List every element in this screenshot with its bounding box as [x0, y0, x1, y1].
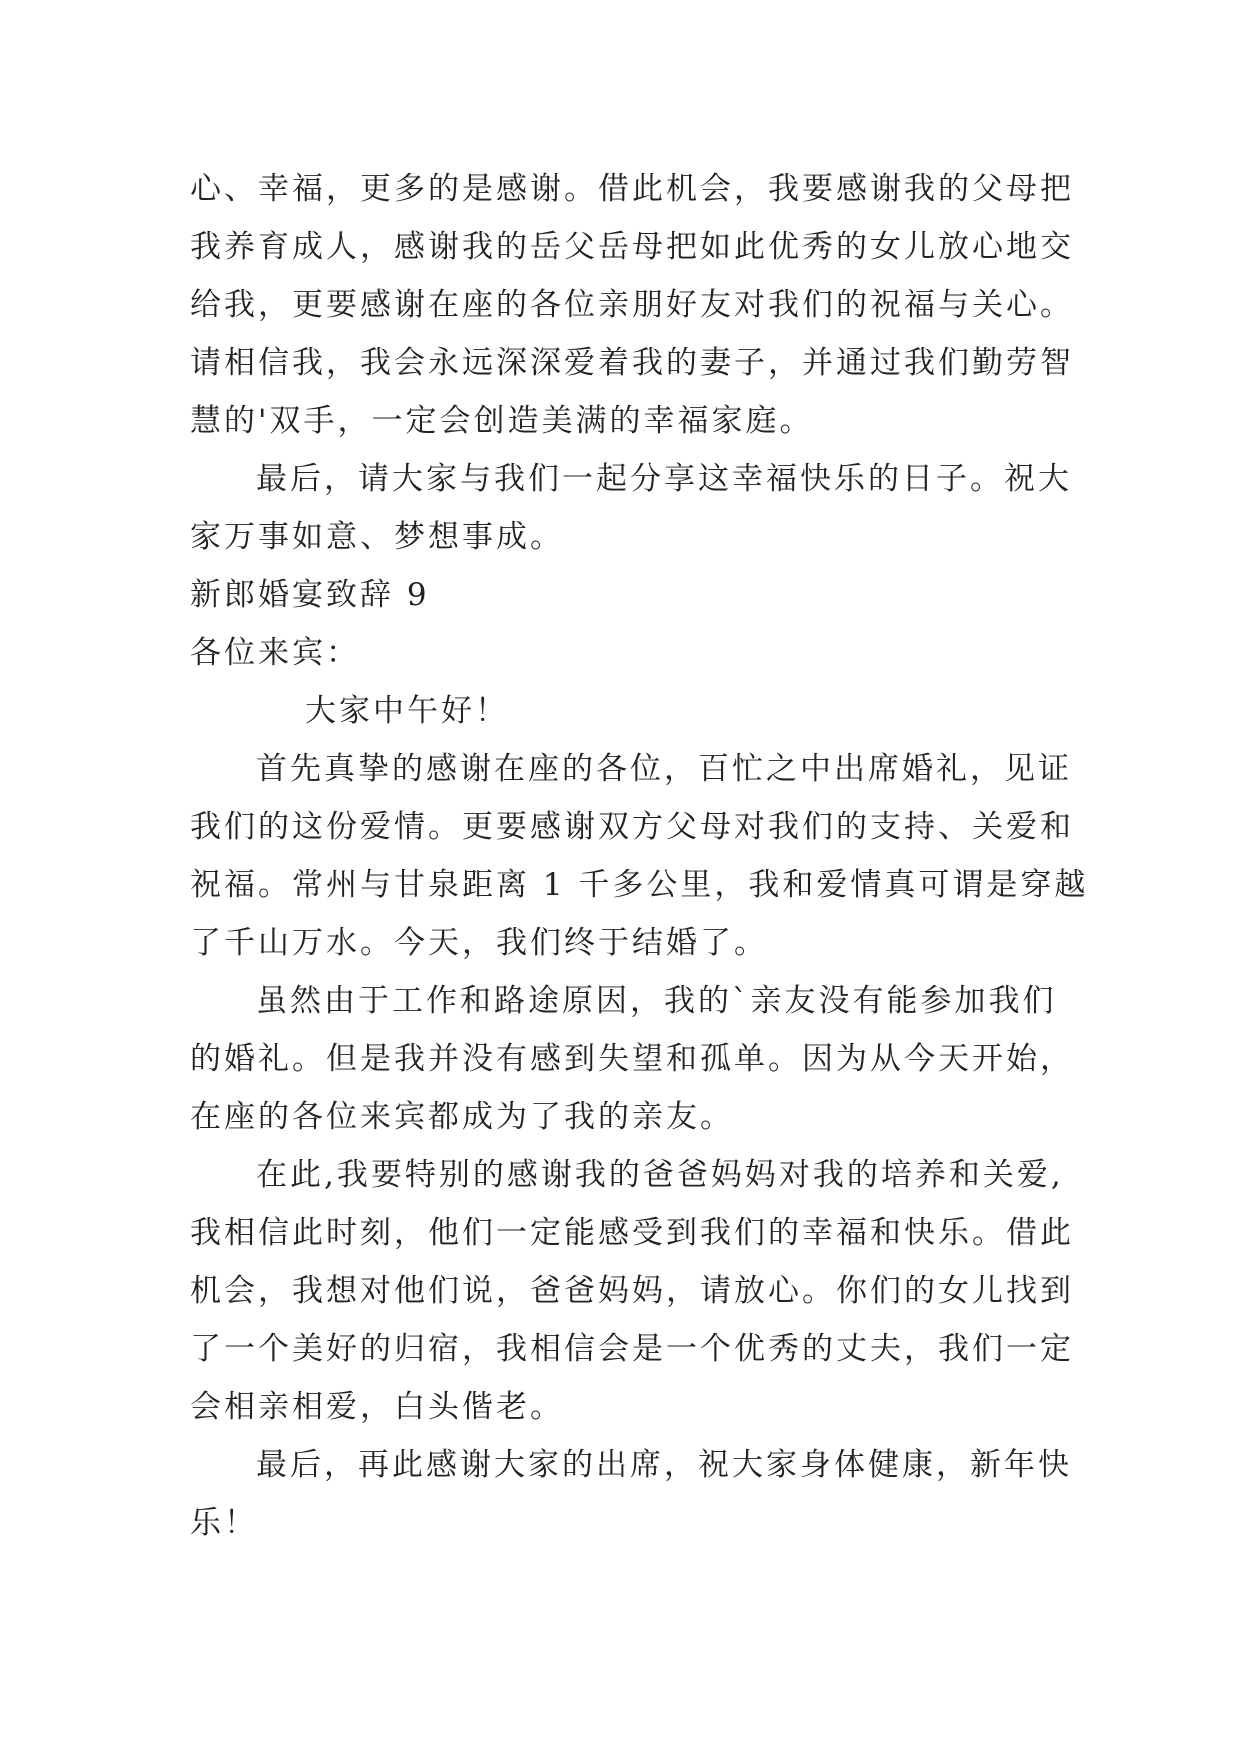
- section-title: 新郎婚宴致辞 9: [190, 577, 430, 613]
- greeting: 大家中午好！: [305, 693, 509, 729]
- text-line: 心、幸福，更多的是感谢。借此机会，我要感谢我的父母把: [190, 171, 1074, 207]
- text-line: 了一个美好的归宿，我相信会是一个优秀的丈夫，我们一定: [190, 1331, 1074, 1367]
- paragraph-first-line: 最后，再此感谢大家的出席，祝大家身体健康，新年快: [256, 1447, 1072, 1483]
- text-line: 我养育成人，感谢我的岳父岳母把如此优秀的女儿放心地交: [190, 229, 1074, 265]
- text-line: 我们的这份爱情。更要感谢双方父母对我们的支持、关爱和: [190, 809, 1074, 845]
- text-line: 慧的'双手，一定会创造美满的幸福家庭。: [190, 403, 814, 439]
- text-line: 请相信我，我会永远深深爱着我的妻子，并通过我们勤劳智: [190, 345, 1074, 381]
- paragraph-first-line: 首先真挚的感谢在座的各位，百忙之中出席婚礼，见证: [256, 751, 1072, 787]
- text-line: 在座的各位来宾都成为了我的亲友。: [190, 1099, 734, 1135]
- text-line: 家万事如意、梦想事成。: [190, 519, 564, 555]
- paragraph-first-line: 最后，请大家与我们一起分享这幸福快乐的日子。祝大: [256, 461, 1072, 497]
- text-line: 机会，我想对他们说，爸爸妈妈，请放心。你们的女儿找到: [190, 1273, 1074, 1309]
- paragraph-first-line: 在此,我要特别的感谢我的爸爸妈妈对我的培养和关爱,: [256, 1157, 1064, 1193]
- text-line: 的婚礼。但是我并没有感到失望和孤单。因为从今天开始，: [190, 1041, 1074, 1077]
- text-line: 祝福。常州与甘泉距离 1 千多公里，我和爱情真可谓是穿越: [190, 867, 1089, 903]
- paragraph-first-line: 虽然由于工作和路途原因，我的`亲友没有能参加我们: [256, 983, 1057, 1019]
- document-body: [190, 160, 1089, 1552]
- salutation: 各位来宾：: [190, 635, 360, 671]
- text-line: 我相信此时刻，他们一定能感受到我们的幸福和快乐。借此: [190, 1215, 1074, 1251]
- text-line: 乐！: [190, 1505, 258, 1541]
- text-line: 给我，更要感谢在座的各位亲朋好友对我们的祝福与关心。: [190, 287, 1074, 323]
- text-line: 会相亲相爱，白头偕老。: [190, 1389, 564, 1425]
- text-line: 了千山万水。今天，我们终于结婚了。: [190, 925, 768, 961]
